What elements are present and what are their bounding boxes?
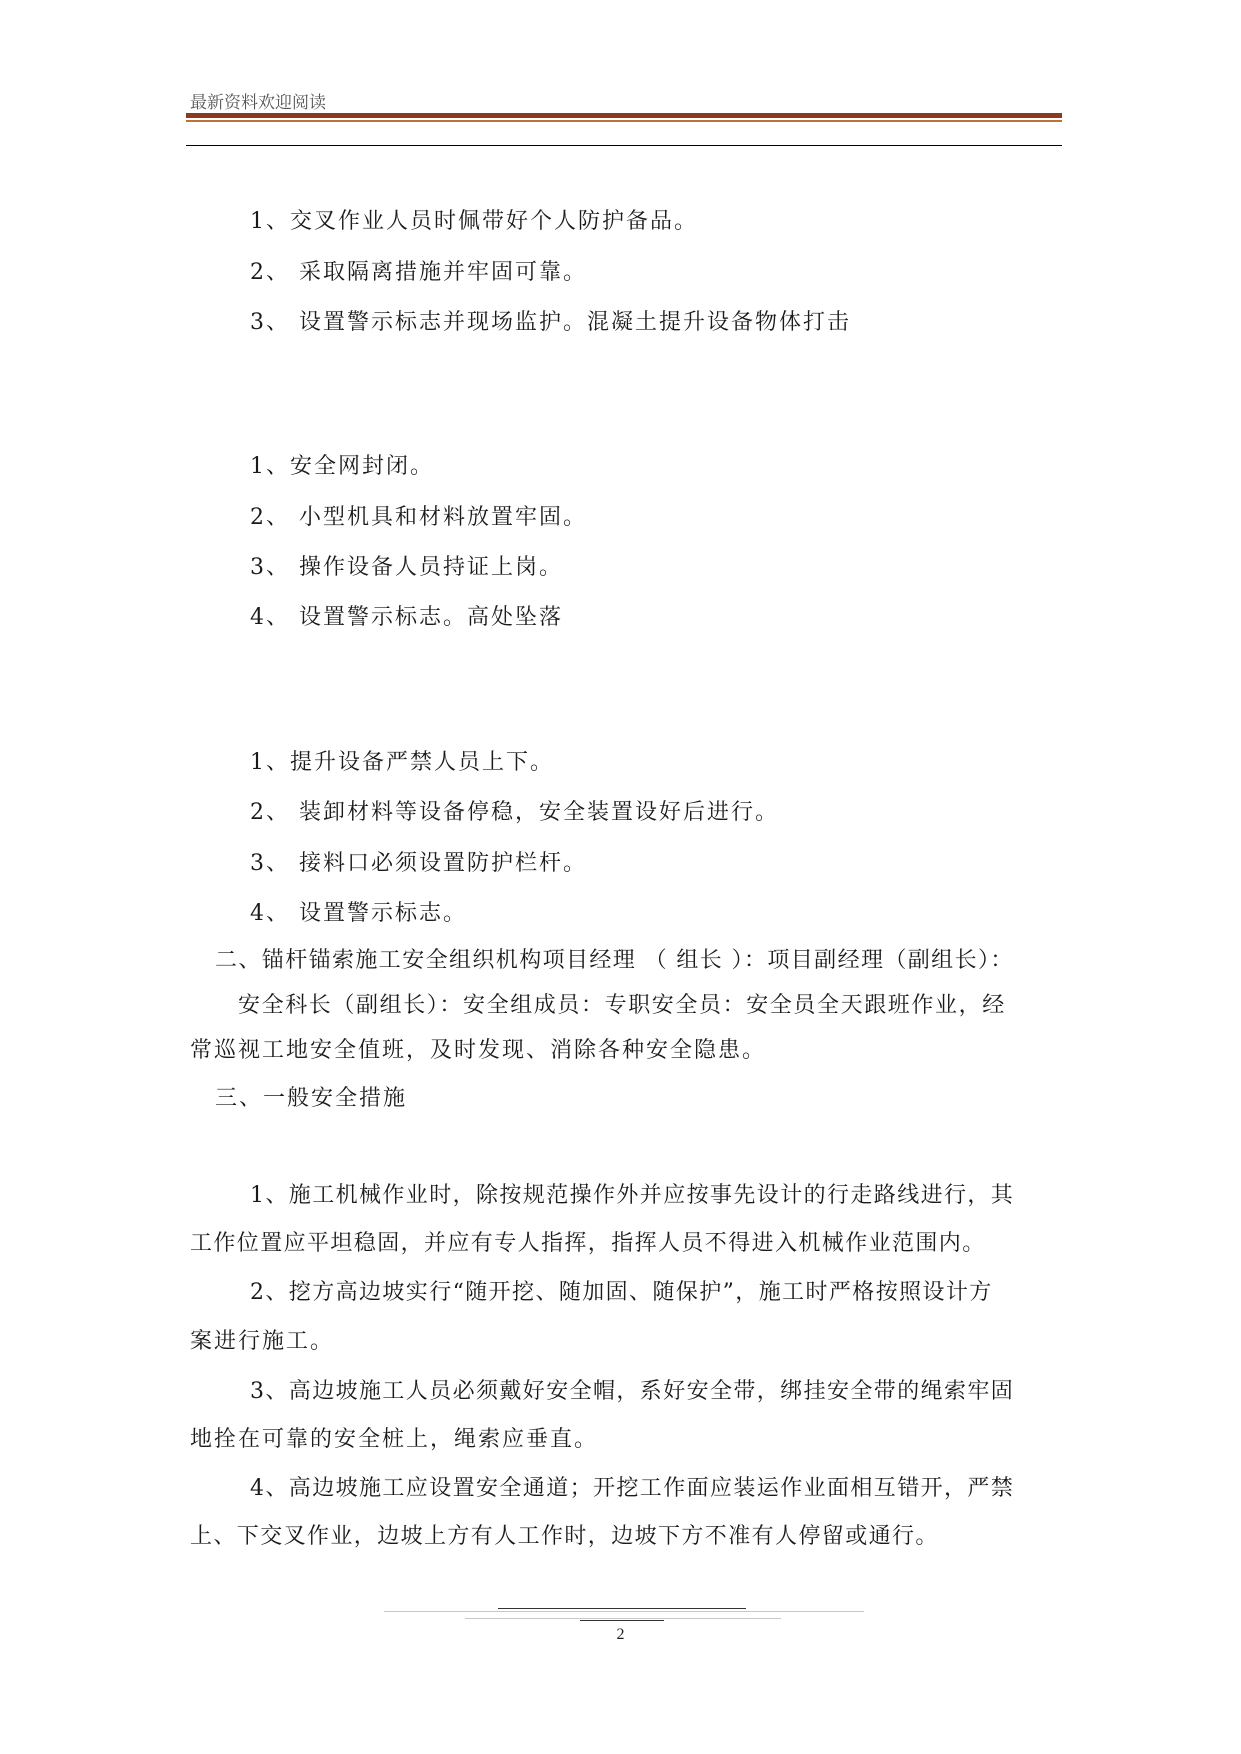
paragraph-1-line-2: 工作位置应平坦稳固，并应有专人指挥，指挥人员不得进入机械作业范围内。 bbox=[190, 1231, 986, 1256]
org-line-3: 常巡视工地安全值班，及时发现、消除各种安全隐患。 bbox=[190, 1038, 767, 1063]
paragraph-3-line-1: 3、高边坡施工人员必须戴好安全帽，系好安全带，绑挂安全带的绳索牢固 bbox=[250, 1379, 1015, 1404]
paragraph-3-line-2: 地拴在可靠的安全桩上，绳索应垂直。 bbox=[190, 1427, 599, 1452]
header-rule bbox=[186, 145, 1062, 146]
paragraph-4-line-2: 上、下交叉作业，边坡上方有人工作时，边坡下方不准有人停留或通行。 bbox=[190, 1524, 939, 1549]
org-line-1: 二、锚杆锚索施工安全组织机构项目经理 （ 组长 ）：项目副经理（副组长）： bbox=[215, 948, 1014, 973]
paragraph-4-line-1: 4、高边坡施工应设置安全通道；开挖工作面应装运作业面相互错开，严禁 bbox=[250, 1476, 1015, 1501]
footer-rule bbox=[465, 1618, 781, 1619]
footer-rule bbox=[580, 1620, 664, 1621]
header-bar-thick bbox=[186, 113, 1062, 118]
list-item: 1、安全网封闭。 bbox=[250, 454, 434, 479]
list-item: 3、 接料口必须设置防护栏杆。 bbox=[250, 851, 587, 876]
paragraph-1-line-1: 1、施工机械作业时，除按规范操作外并应按事先设计的行走路线进行，其 bbox=[250, 1183, 1015, 1208]
header-bar-thin bbox=[186, 120, 1062, 122]
list-item: 1、交叉作业人员时佩带好个人防护备品。 bbox=[250, 209, 698, 234]
paragraph-2-line-2: 案进行施工。 bbox=[190, 1329, 335, 1354]
paragraph-2-line-1: 2、挖方高边坡实行“随开挖、随加固、随保护”，施工时严格按照设计方 bbox=[250, 1280, 993, 1305]
list-item: 3、 设置警示标志并现场监护。混凝土提升设备物体打击 bbox=[250, 310, 851, 335]
section-heading: 三、一般安全措施 bbox=[215, 1086, 408, 1111]
list-item: 1、提升设备严禁人员上下。 bbox=[250, 750, 554, 775]
list-item: 4、 设置警示标志。高处坠落 bbox=[250, 605, 563, 630]
header-title: 最新资料欢迎阅读 bbox=[190, 93, 326, 113]
footer-rule bbox=[384, 1611, 864, 1612]
page-number: 2 bbox=[616, 1626, 625, 1643]
org-line-2: 安全科长（副组长）：安全组成员：专职安全员：安全员全天跟班作业，经 bbox=[238, 993, 1006, 1018]
list-item: 2、 装卸材料等设备停稳，安全装置设好后进行。 bbox=[250, 800, 779, 825]
list-item: 3、 操作设备人员持证上岗。 bbox=[250, 555, 563, 580]
list-item: 2、 采取隔离措施并牢固可靠。 bbox=[250, 260, 587, 285]
list-item: 2、 小型机具和材料放置牢固。 bbox=[250, 505, 587, 530]
list-item: 4、 设置警示标志。 bbox=[250, 901, 467, 926]
footer-rule bbox=[498, 1608, 746, 1609]
